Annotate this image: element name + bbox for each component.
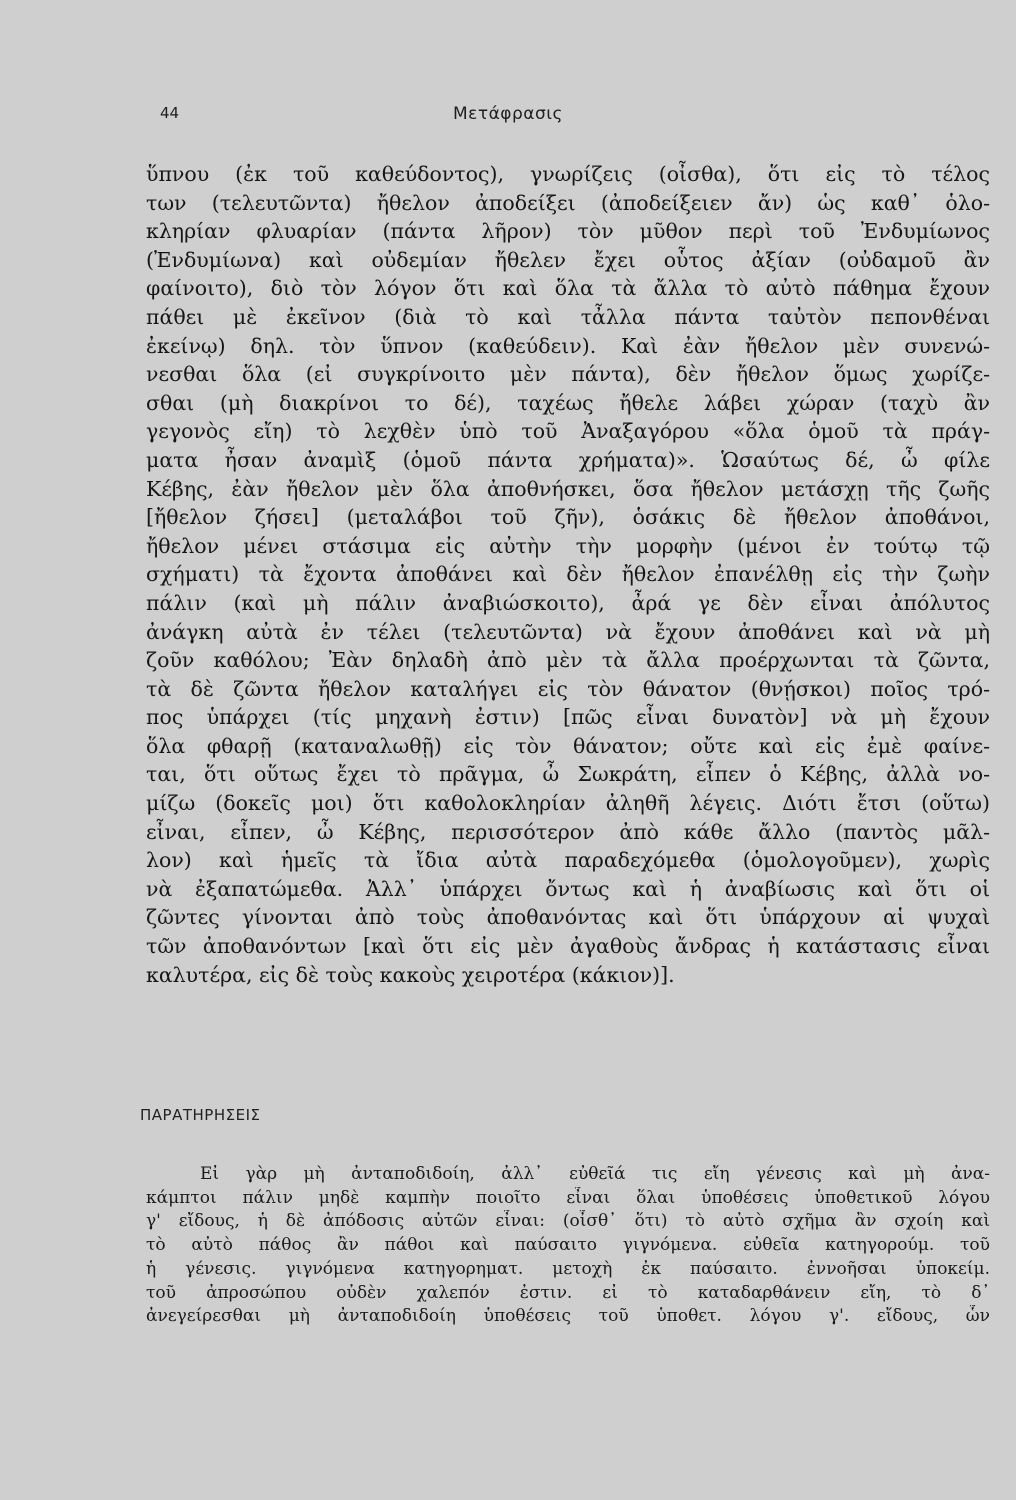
notes-text	[146, 1163, 990, 1329]
text-line: Κέβης, ἐὰν ἤθελον μὲν ὅλα ἀποθνήσκει, ὅσα ἤθελον μετάσχῃ τῆς ζωῆς	[146, 476, 990, 501]
text-line: εἶναι, εἶπεν, ὦ Κέβης, περισσότερον ἀπὸ κάθε ἄλλο (παντὸς μᾶλ-	[146, 819, 990, 844]
text-line: [ἤθελον ζήσει] (μεταλάβοι τοῦ ζῆν), ὁσάκις δὲ ἤθελον ἀποθάνοι,	[146, 505, 990, 530]
page-number: 44	[160, 104, 180, 122]
text-line: σχήματι) τὰ ἔχοντα ἀποθάνει καὶ δὲν ἤθελον ἐπανέλθῃ εἰς τὴν ζωὴν	[146, 562, 990, 587]
text-line: ἀνάγκη αὐτὰ ἐν τέλει (τελευτῶντα) νὰ ἔχουν ἀποθάνει καὶ νὰ μὴ	[146, 619, 990, 644]
text-line: ὅλα φθαρῇ (καταναλωθῇ) εἰς τὸν θάνατον; οὔτε καὶ εἰς ἐμὲ φαίνε-	[146, 733, 990, 758]
note-line: γ' εἴδους, ἡ δὲ ἀπόδοσις αὐτῶν εἶναι: (οἶσθ᾿ ὅτι) τὸ αὐτὸ σχῆμα ἂν σχοίη καὶ	[146, 1211, 990, 1232]
text-line: ὕπνου (ἐκ τοῦ καθεύδοντος), γνωρίζεις (οἶσθα), ὅτι εἰς τὸ τέλος	[146, 162, 990, 186]
text-line: ἤθελον μένει στάσιμα εἰς αὐτὴν τὴν μορφὴν (μένοι ἐν τούτῳ τῷ	[146, 533, 990, 558]
text-line: των (τελευτῶντα) ἤθελον ἀποδείξει (ἀποδείξειεν ἄν) ὡς καθ᾿ ὁλο-	[146, 190, 990, 215]
text-line: πάθει μὲ ἐκεῖνον (διὰ τὸ καὶ τἆλλα πάντα ταὐτὸν πεπονθέναι	[146, 304, 990, 329]
note-line: τοῦ ἀπροσώπου οὐδὲν χαλεπόν ἐστιν. εἰ τὸ καταδαρθάνειν εἴη, τὸ δ᾿	[146, 1282, 990, 1303]
notes-heading: ΠΑΡΑΤΗΡΗΣΕΙΣ	[140, 1106, 261, 1124]
translation-text	[146, 160, 990, 989]
text-line: φαίνοιτο), διὸ τὸν λόγον ὅτι καὶ ὅλα τὰ ἄλλα τὸ αὐτὸ πάθημα ἔχουν	[146, 276, 990, 301]
text-line: ἐκείνῳ) δηλ. τὸν ὕπνον (καθεύδειν). Καὶ ἐὰν ἤθελον μὲν συνενώ-	[146, 333, 990, 358]
text-line: κληρίαν φλυαρίαν (πάντα λῆρον) τὸν μῦθον περὶ τοῦ Ἐνδυμίωνος	[146, 219, 990, 244]
text-line: ζῶντες γίνονται ἀπὸ τοὺς ἀποθανόντας καὶ ὅτι ὑπάρχουν αἱ ψυχαὶ	[146, 905, 990, 930]
text-line: πάλιν (καὶ μὴ πάλιν ἀναβιώσκοιτο), ἆρά γε δὲν εἶναι ἀπόλυτος	[146, 590, 990, 615]
text-line: σθαι (μὴ διακρίνοι το δέ), ταχέως ἤθελε λάβει χώραν (ταχὺ ἂν	[146, 390, 990, 415]
text-line: τῶν ἀποθανόντων [καὶ ὅτι εἰς μὲν ἀγαθοὺς ἄνδρας ἡ κατάστασις εἶναι	[146, 934, 990, 959]
text-line: γεγονὸς εἴη) τὸ λεχθὲν ὑπὸ τοῦ Ἀναξαγόρου «ὅλα ὁμοῦ τὰ πράγ-	[146, 419, 990, 444]
note-line: τὸ αὐτὸ πάθος ἂν πάθοι καὶ παύσαιτο γιγνόμενα. εὐθεῖα κατηγορούμ. τοῦ	[146, 1235, 990, 1256]
text-line: νὰ ἐξαπατώμεθα. Ἀλλ᾿ ὑπάρχει ὄντως καὶ ἡ ἀναβίωσις καὶ ὅτι οἱ	[146, 876, 990, 901]
note-line: ἡ γένεσις. γιγνόμενα κατηγορηματ. μετοχὴ ἐκ παύσαιτο. ἐννοῆσαι ὑποκείμ.	[146, 1258, 990, 1279]
text-line: λον) καὶ ἡμεῖς τὰ ἴδια αὐτὰ παραδεχόμεθα (ὁμολογοῦμεν), χωρὶς	[146, 848, 990, 873]
running-title: Μετάφρασις	[452, 104, 563, 124]
text-line: ται, ὅτι οὕτως ἔχει τὸ πρᾶγμα, ὦ Σωκράτη, εἶπεν ὁ Κέβης, ἀλλὰ νο-	[146, 762, 990, 787]
text-line: καλυτέρα, εἰς δὲ τοὺς κακοὺς χειροτέρα (κάκιον)].	[146, 962, 675, 987]
text-line: ματα ἦσαν ἀναμὶξ (ὁμοῦ πάντα χρήματα)». Ὡσαύτως δέ, ὦ φίλε	[146, 447, 990, 472]
text-line: νεσθαι ὅλα (εἰ συγκρίνοιτο μὲν πάντα), δὲν ἤθελον ὅμως χωρίζε-	[146, 362, 990, 387]
note-line: Εἰ γὰρ μὴ ἀνταποδιδοίη, ἀλλ᾿ εὐθεῖά τις εἴη γένεσις καὶ μὴ ἀνα-	[200, 1164, 990, 1184]
text-line: (Ἐνδυμίωνα) καὶ οὐδεμίαν ἤθελεν ἔχει οὗτος ἀξίαν (οὐδαμοῦ ἂν	[146, 247, 990, 272]
note-line: ἀνεγείρεσθαι μὴ ἀνταποδιδοίη ὑποθέσεις τοῦ ὑποθετ. λόγου γ'. εἴδους, ὧν	[146, 1306, 990, 1327]
note-line: κάμπτοι πάλιν μηδὲ καμπὴν ποιοῖτο εἶναι ὅλαι ὑποθέσεις ὑποθετικοῦ λόγου	[146, 1187, 990, 1208]
text-line: μίζω (δοκεῖς μοι) ὅτι καθολοκληρίαν ἀληθῆ λέγεις. Διότι ἔτσι (οὕτω)	[146, 791, 990, 816]
text-line: πος ὑπάρχει (τίς μηχανὴ ἐστιν) [πῶς εἶναι δυνατὸν] νὰ μὴ ἔχουν	[146, 705, 990, 730]
text-line: τὰ δὲ ζῶντα ἤθελον καταλήγει εἰς τὸν θάνατον (θνῄσκοι) ποῖος τρό-	[146, 676, 990, 701]
text-line: ζοῦν καθόλου; Ἐὰν δηλαδὴ ἀπὸ μὲν τὰ ἄλλα προέρχωνται τὰ ζῶντα,	[146, 648, 990, 673]
